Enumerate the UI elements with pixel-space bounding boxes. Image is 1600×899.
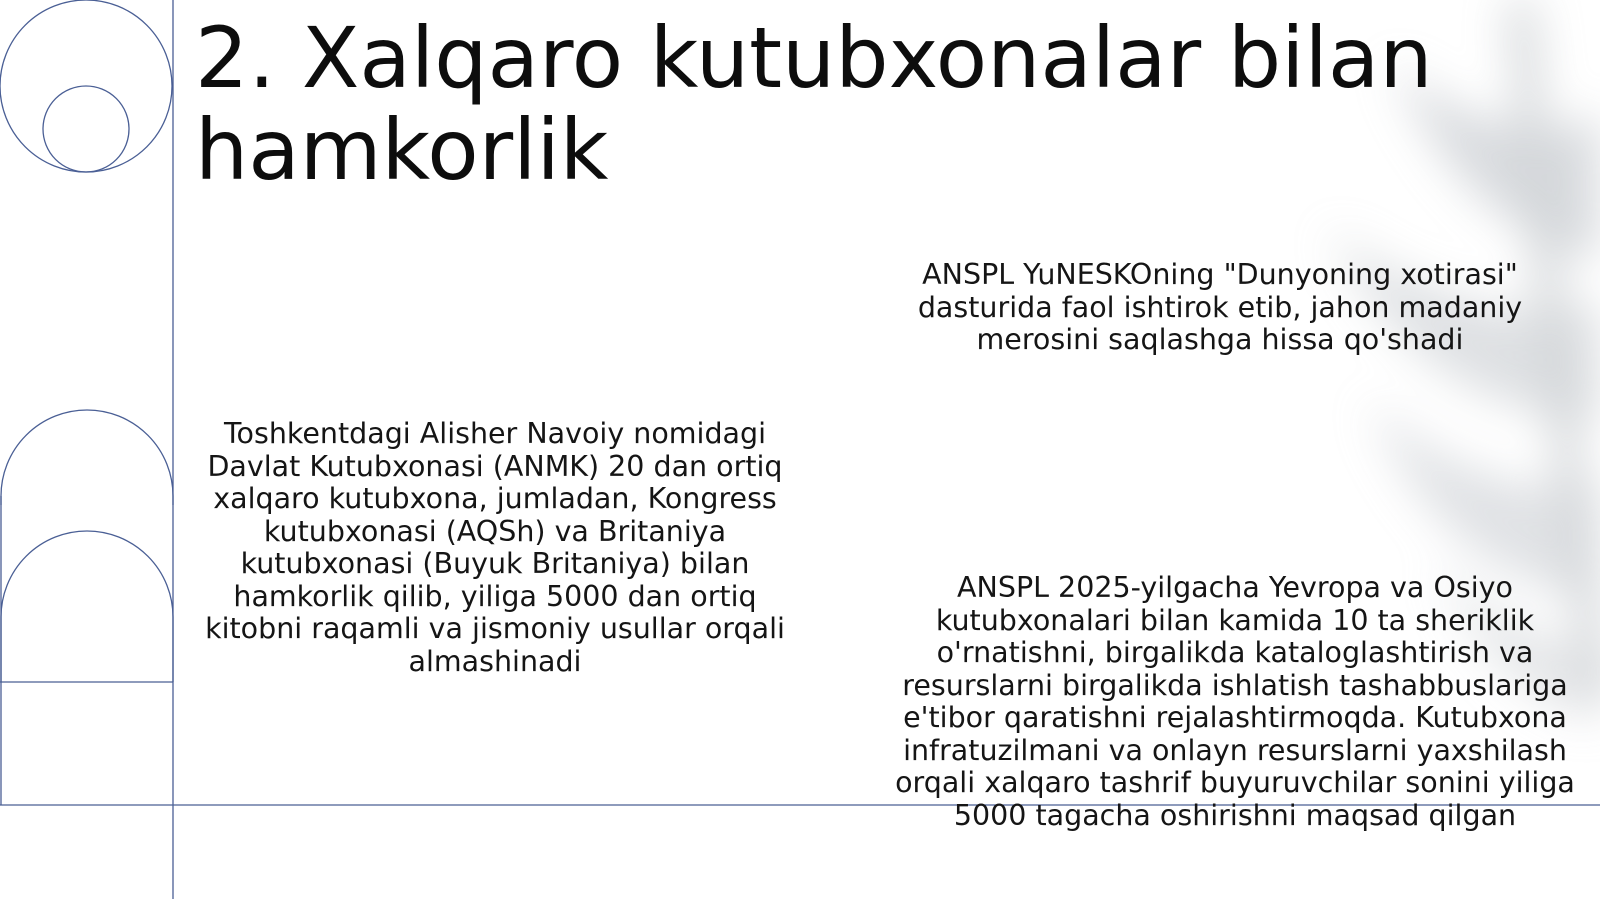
slide-title: 2. Xalqaro kutubxonalar bilan hamkorlik <box>195 9 1433 199</box>
paragraph-plan-2025: ANSPL 2025-yilgacha Yevropa va Osiyo kutubxonalari bilan kamida 10 ta sheriklik o'rnatishni, birgalikda kataloglashtirish va resurslarni birgalikda ishlatish tashabbuslariga e'tibor qaratishni rejalashtirmoqda. Kutubxona infratuzilmani va onlayn resurslarni yaxshilash orqali xalqaro tashrif buyuruvchilar sonini yiliga 5000 tagacha oshirishni maqsad qilgan <box>895 571 1575 832</box>
paragraph-anmk: Toshkentdagi Alisher Navoiy nomidagi Davlat Kutubxonasi (ANMK) 20 dan ortiq xalqaro kutubxona, jumladan, Kongress kutubxonasi (AQSh) va Britaniya kutubxonasi (Buyuk Britaniya) bilan hamkorlik qilib, yiliga 5000 dan ortiq kitobni raqamli va jismoniy usullar orqali almashinadi <box>205 417 785 678</box>
paragraph-unesco: ANSPL YuNESKOning "Dunyoning xotirasi" dasturida faol ishtirok etib, jahon madaniy merosini saqlashga hissa qo'shadi <box>917 258 1523 356</box>
